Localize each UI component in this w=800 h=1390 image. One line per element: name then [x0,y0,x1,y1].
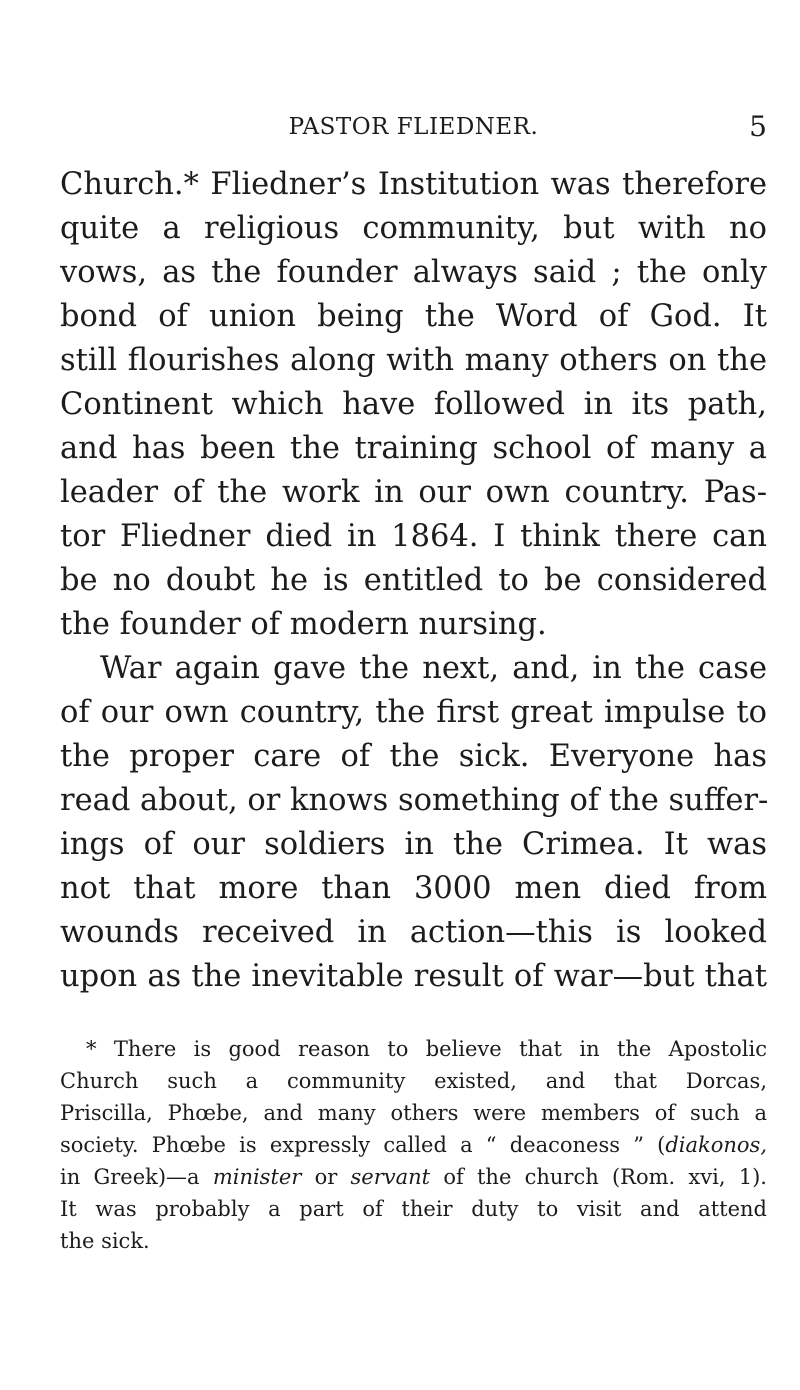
body-line: the founder of modern nursing. [60,607,547,642]
footnote-line: It was probably a part of their duty to visit and attend [60,1197,767,1221]
footnote-text: of the church (Rom. xvi, 1). [430,1165,767,1189]
body-line: still flourishes along with many others on the [60,343,767,378]
footnote-text: in Greek)—a [60,1165,213,1189]
body-line: upon as the inevitable result of war—but that [60,959,767,994]
footnote-line [60,1129,767,1161]
body-line: the proper care of the sick. Everyone has [60,739,767,774]
footnote-italic-term: minister [212,1165,302,1189]
page-number: 5 [749,110,767,143]
body-line: and has been the training school of many a [60,431,767,466]
body-line: leader of the work in our own country. Pas- [60,475,767,510]
footnote-line: Church such a community existed, and that Dorcas, [60,1069,767,1093]
body-line: not that more than 3000 men died from [60,871,767,906]
body-line: wounds received in action—this is looked [60,915,767,950]
footnote-text: society. Phœbe is expressly called a “ deaconess ” ( [60,1133,666,1157]
body-line: vows, as the founder always said ; the only [60,255,767,290]
body-line: Church.* Fliedner’s Institution was therefore [60,167,767,202]
footnote-line: * There is good reason to believe that in the Apostolic [86,1037,767,1061]
body-line: War again gave the next, and, in the case [100,651,767,686]
footnote-italic-term: servant [350,1165,431,1189]
body-text [60,163,767,999]
running-title: PASTOR FLIEDNER. [288,114,539,140]
footnote-line: Priscilla, Phœbe, and many others were members of such a [60,1101,767,1125]
footnote-line [60,1161,767,1193]
body-line: quite a religious community, but with no [60,211,767,246]
footnote-line: the sick. [60,1229,150,1253]
body-line: Continent which have followed in its path, [60,387,767,422]
footnote [60,1033,767,1257]
footnote-italic-term: diakonos, [665,1133,767,1157]
body-line: tor Fliedner died in 1864. I think there can [60,519,767,554]
body-line: bond of union being the Word of God. It [60,299,767,334]
running-head [60,110,767,144]
body-line: ings of our soldiers in the Crimea. It was [60,827,767,862]
body-line: read about, or knows something of the suffer- [60,783,769,818]
body-line: of our own country, the first great impulse to [60,695,767,730]
body-line: be no doubt he is entitled to be considered [60,563,767,598]
footnote-text: or [301,1165,351,1189]
